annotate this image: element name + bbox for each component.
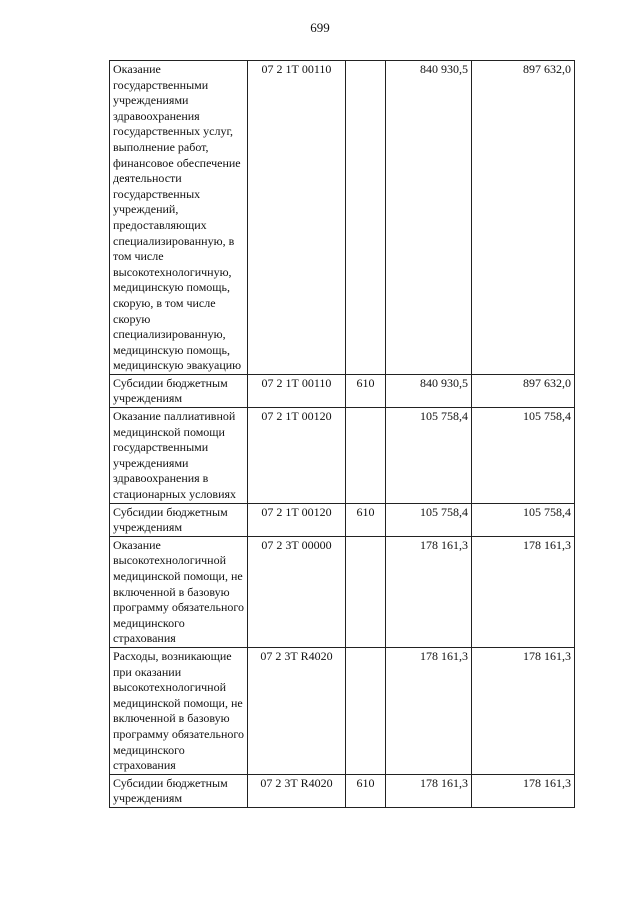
row-sum1-cell: 178 161,3 [386, 536, 472, 647]
budget-table [109, 60, 575, 808]
row-sum2-cell: 178 161,3 [472, 536, 575, 647]
row-type-cell: 610 [346, 503, 386, 536]
row-sum1-cell: 840 930,5 [386, 374, 472, 407]
row-sum2-cell: 178 161,3 [472, 647, 575, 774]
row-sum2-cell: 897 632,0 [472, 374, 575, 407]
row-sum1-cell: 178 161,3 [386, 774, 472, 807]
row-type-cell [346, 536, 386, 647]
row-type-cell: 610 [346, 374, 386, 407]
row-sum1-cell: 178 161,3 [386, 647, 472, 774]
row-name-cell: Субсидии бюджетным учреждениям [110, 503, 248, 536]
row-sum1-cell: 840 930,5 [386, 61, 472, 375]
row-name-cell: Оказание паллиативной медицинской помощи государственными учреждениями здравоохранения в стационарных условиях [110, 408, 248, 504]
table-row [110, 374, 575, 407]
row-sum2-cell: 178 161,3 [472, 774, 575, 807]
row-code-cell: 07 2 1Т 00110 [248, 61, 346, 375]
row-name-cell: Субсидии бюджетным учреждениям [110, 374, 248, 407]
row-sum2-cell: 897 632,0 [472, 61, 575, 375]
table-row [110, 503, 575, 536]
row-type-cell: 610 [346, 774, 386, 807]
row-code-cell: 07 2 3Т 00000 [248, 536, 346, 647]
table-row [110, 408, 575, 504]
row-code-cell: 07 2 3Т R4020 [248, 774, 346, 807]
row-code-cell: 07 2 1Т 00120 [248, 503, 346, 536]
row-sum1-cell: 105 758,4 [386, 408, 472, 504]
row-type-cell [346, 61, 386, 375]
row-name-cell: Оказание высокотехнологичной медицинской помощи, не включенной в базовую программу обязательного медицинского страхования [110, 536, 248, 647]
row-type-cell [346, 647, 386, 774]
table-row [110, 647, 575, 774]
row-code-cell: 07 2 3Т R4020 [248, 647, 346, 774]
row-sum1-cell: 105 758,4 [386, 503, 472, 536]
row-code-cell: 07 2 1Т 00120 [248, 408, 346, 504]
table-row [110, 61, 575, 375]
row-name-cell: Оказание государственными учреждениями здравоохранения государственных услуг, выполнение работ, финансовое обеспечение деятельности государственных учреждений, предоставляющих специализированную, в том числе высокотехнологичную, медицинскую помощь, скорую, в том числе скорую специализированную, медицинскую помощь, медицинскую эвакуацию [110, 61, 248, 375]
table-row [110, 774, 575, 807]
row-name-cell: Субсидии бюджетным учреждениям [110, 774, 248, 807]
row-type-cell [346, 408, 386, 504]
row-sum2-cell: 105 758,4 [472, 503, 575, 536]
row-code-cell: 07 2 1Т 00110 [248, 374, 346, 407]
table-row [110, 536, 575, 647]
page-number: 699 [310, 20, 330, 35]
row-name-cell: Расходы, возникающие при оказании высокотехнологичной медицинской помощи, не включенной в базовую программу обязательного медицинского страхования [110, 647, 248, 774]
row-sum2-cell: 105 758,4 [472, 408, 575, 504]
